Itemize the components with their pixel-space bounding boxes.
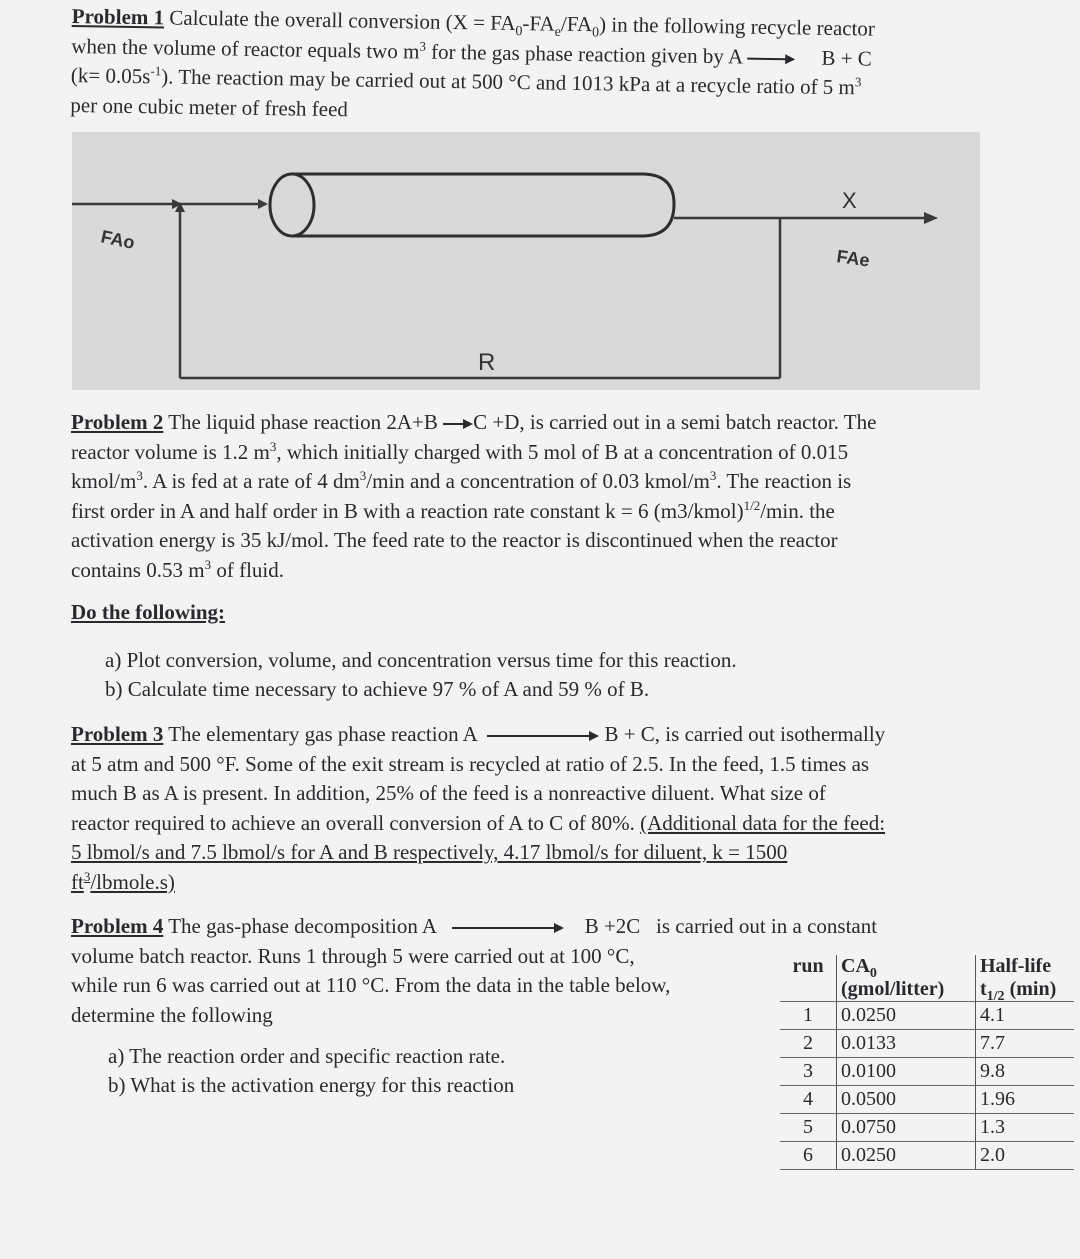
table-row: 1 0.0250 4.1 (780, 1002, 1074, 1030)
problem-3-label: Problem 3 (71, 722, 164, 746)
problem-4-label: Problem 4 (71, 914, 164, 938)
problem-2-line-3: kmol/$m^3$. A is fed at a rate of 4 $dm^3/\min$ and a concentration of 0.03 kmol/$m^3$. The reaction is (71, 468, 852, 493)
problem-3-line-6: $ft^3/lbmole.s$) (71, 868, 175, 894)
conversion-label: X (842, 188, 857, 213)
inlet-label: FAo (99, 226, 137, 253)
table-row: 4 0.0500 1.96 (780, 1086, 1074, 1114)
problem-4-line-3: while run 6 was carried out at 110 °C. From the data in the table below, (71, 973, 671, 997)
problem-4-item-b: b) What is the activation energy for this reaction (108, 1073, 515, 1097)
problem-2-line-4: first order in A and half order in B with a reaction rate constant k = 6 (m3/kmol)$^{1/2}$/min. the (71, 497, 835, 523)
problem-4 (71, 912, 878, 1030)
table-header-row (780, 955, 1074, 1002)
reactor-body (292, 174, 674, 236)
recycle-label: R (478, 349, 496, 376)
problem-2-line-2: reactor volume is 1.2 $m^3$, which initially charged with 5 mol of B at a concentration of 0.015 (71, 438, 849, 464)
problem-3-line-1: Problem 3 The elementary gas phase reaction A B + C, is carried out isothermally (71, 722, 886, 746)
problem-4-line-4: determine the following (71, 1002, 273, 1027)
problem-3-line-3: much B as A is present. In addition, 25% of the feed is a nonreactive diluent. What size of (71, 781, 826, 805)
reaction-arrow-icon (747, 53, 795, 64)
problem-3-line-4: reactor required to achieve an overall conversion of A to C of 80%. (Additional data for the feed: (71, 810, 886, 835)
do-following-item-b: b) Calculate time necessary to achieve 97 % of A and 59 % of B. (105, 677, 650, 701)
problem-2-label: Problem 2 (71, 410, 164, 434)
half-life-table (780, 955, 1074, 1170)
problem-2-line-5: activation energy is 35 kJ/mol. The feed rate to the reactor is discontinued when the reactor (71, 528, 838, 552)
outlet-arrow-icon (924, 212, 938, 224)
recycle-reactor-drawing (72, 132, 980, 390)
header-half-life: Half-life $t_{1/2}$ (min) (980, 955, 1057, 1004)
problem-1-line-1: Problem 1 Calculate the overall conversion $(X = FA_0-FA_e/FA_0)$ in the following recycle reactor (71, 3, 876, 41)
header-ca: $CA_0$ (gmol/litter) (837, 955, 976, 1002)
problem-4-item-a: a) The reaction order and specific reaction rate. (108, 1044, 506, 1068)
table-row: 6 0.0250 2.0 (780, 1142, 1074, 1170)
problem-1-label: Problem 1 (71, 3, 165, 30)
problem-2-line-1: Problem 2 The liquid phase reaction 2A+B C +D, is carried out in a semi batch reactor. The (71, 410, 877, 434)
problem-4-line-1: Problem 4 The gas-phase decomposition A B +2C is carried out in a constant (71, 914, 878, 938)
do-following-item-a: a) Plot conversion, volume, and concentration versus time for this reaction. (105, 648, 737, 672)
problem-1 (70, 2, 992, 134)
reaction-arrow-icon (443, 419, 473, 429)
reactor-inlet-arrow-icon (258, 199, 268, 209)
reaction-arrow-icon (452, 923, 564, 933)
problem-1-line-2: when the volume of reactor equals two $m^3$ for the gas phase reaction given by A B + C (71, 33, 872, 71)
reaction-arrow-icon (487, 731, 599, 741)
table-row: 3 0.0100 9.8 (780, 1058, 1074, 1086)
problem-2-line-6: contains 0.53 $m^3$ of fluid. (71, 556, 284, 582)
table-row: 2 0.0133 7.7 (780, 1030, 1074, 1058)
reactor-end-cap (270, 174, 314, 236)
problem-4-line-2: volume batch reactor. Runs 1 through 5 were carried out at 100 °C, (71, 943, 635, 968)
problem-3-line-2: at 5 atm and 500 °F. Some of the exit stream is recycled at ratio of 2.5. In the feed, 1.5 times as (71, 751, 870, 776)
problem-1-line-3: $(k= 0.05s^{-1})$. The reaction may be carried out at 500 °C and 1013 kPa at a recycle ratio of 5 $m^3$ (70, 62, 862, 100)
problem-3-line-5: 5 lbmol/s and 7.5 lbmol/s for A and B respectively, 4.17 lbmol/s for diluent, k = 1500 (71, 840, 788, 864)
problem-2 (71, 408, 991, 585)
problem-1-line-4: per one cubic meter of fresh feed (70, 92, 349, 121)
header-run: run (780, 955, 837, 1002)
recycle-reactor-diagram (72, 132, 980, 390)
table-row: 5 0.0750 1.3 (780, 1114, 1074, 1142)
do-following-heading: Do the following: (71, 600, 225, 624)
problem-3 (71, 720, 1001, 897)
outlet-label: FAe (835, 246, 871, 271)
